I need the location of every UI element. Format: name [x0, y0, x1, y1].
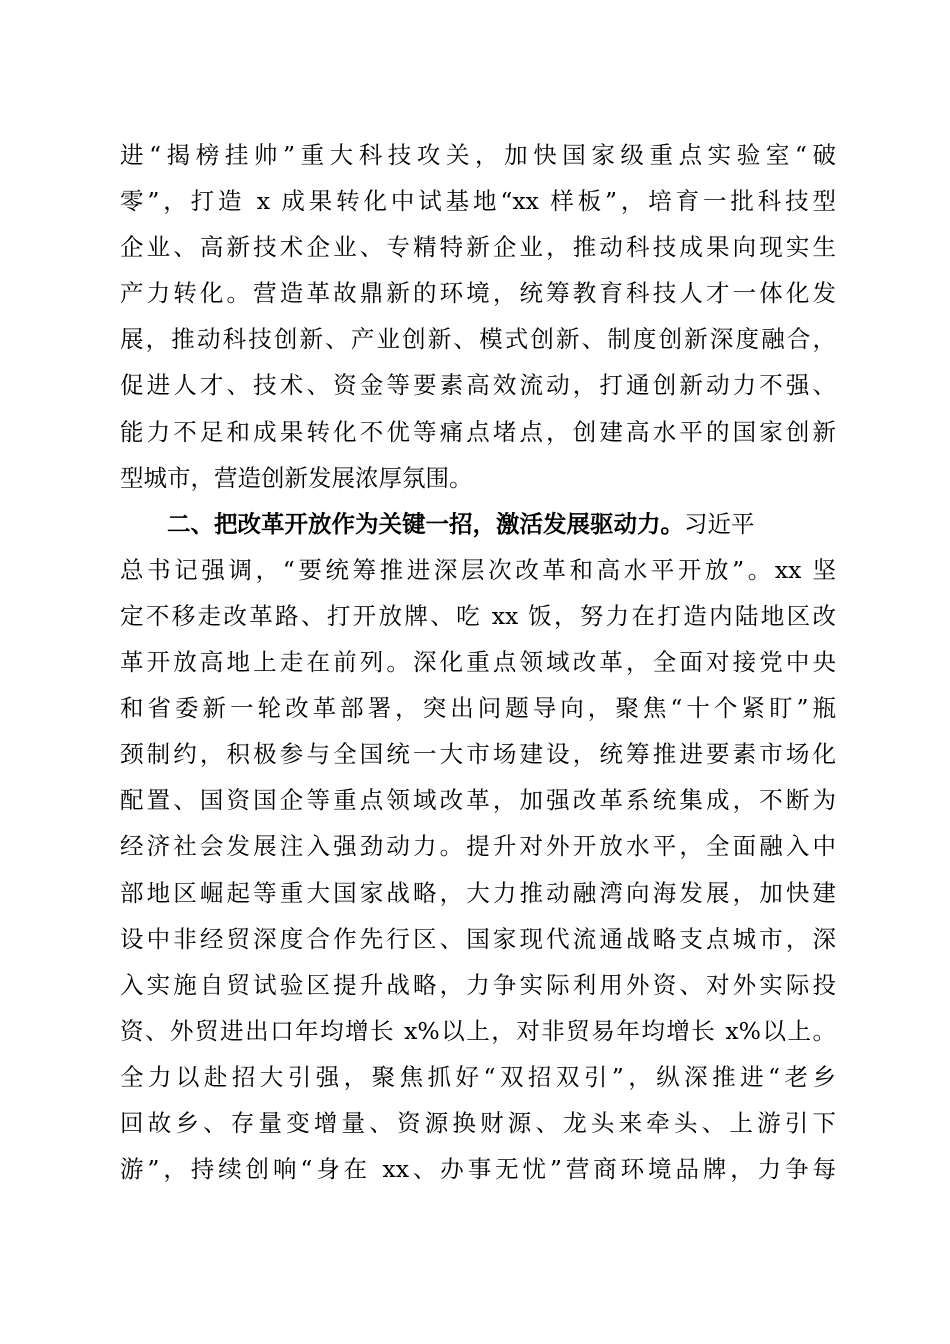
- text-line: 经济社会发展注入强劲动力。提升对外开放水平，全面融入中: [120, 832, 836, 861]
- section-heading: 二、把改革开放作为关键一招，激活发展驱动力。: [167, 509, 684, 538]
- text-line: 型城市，营造创新发展浓厚氛围。: [120, 463, 473, 492]
- text-line: 回故乡、存量变增量、资源换财源、龙头来牵头、上游引下: [120, 1108, 836, 1137]
- text-line: 设中非经贸深度合作先行区、国家现代流通战略支点城市，深: [120, 924, 836, 953]
- text-line: 展，推动科技创新、产业创新、模式创新、制度创新深度融合，: [120, 325, 836, 354]
- text-line: 促进人才、技术、资金等要素高效流动，打通创新动力不强、: [120, 371, 836, 400]
- text-line: 零”，打造 x 成果转化中试基地“xx 样板”，培育一批科技型: [120, 187, 836, 216]
- text-line: 能力不足和成果转化不优等痛点堵点，创建高水平的国家创新: [120, 417, 836, 446]
- text-line: 游”，持续创响“身在 xx、办事无忧”营商环境品牌，力争每: [120, 1155, 836, 1184]
- paragraph-2-first-line: [120, 501, 836, 547]
- text-line: 入实施自贸试验区提升战略，力争实际利用外资、对外实际投: [120, 970, 836, 999]
- text-line: 产力转化。营造革故鼎新的环境，统筹教育科技人才一体化发: [120, 279, 836, 308]
- text-line: 颈制约，积极参与全国统一大市场建设，统筹推进要素市场化: [120, 740, 836, 769]
- text-line: 定不移走改革路、打开放牌、吃 xx 饭，努力在打造内陆地区改: [120, 601, 836, 630]
- text-line: 革开放高地上走在前列。深化重点领域改革，全面对接党中央: [120, 648, 836, 677]
- paragraph-2: [120, 501, 836, 1192]
- text-line: 部地区崛起等重大国家战略，大力推动融湾向海发展，加快建: [120, 878, 836, 907]
- text-line: 总书记强调，“要统筹推进深层次改革和高水平开放”。xx 坚: [120, 555, 836, 584]
- text-line: 进“揭榜挂帅”重大科技攻关，加快国家级重点实验室“破: [120, 141, 836, 169]
- document-body: [120, 132, 836, 1192]
- heading-followup-text: 习近平: [684, 509, 755, 538]
- text-line: 和省委新一轮改革部署，突出问题导向，聚焦“十个紧盯”瓶: [120, 694, 836, 723]
- text-line: 资、外贸进出口年均增长 x%以上，对非贸易年均增长 x%以上。: [120, 1016, 836, 1045]
- text-line: 全力以赴招大引强，聚焦抓好“双招双引”，纵深推进“老乡: [120, 1062, 836, 1091]
- paragraph-1: [120, 132, 836, 501]
- text-line: 企业、高新技术企业、专精特新企业，推动科技成果向现实生: [120, 233, 836, 262]
- text-line: 配置、国资国企等重点领域改革，加强改革系统集成，不断为: [120, 786, 836, 815]
